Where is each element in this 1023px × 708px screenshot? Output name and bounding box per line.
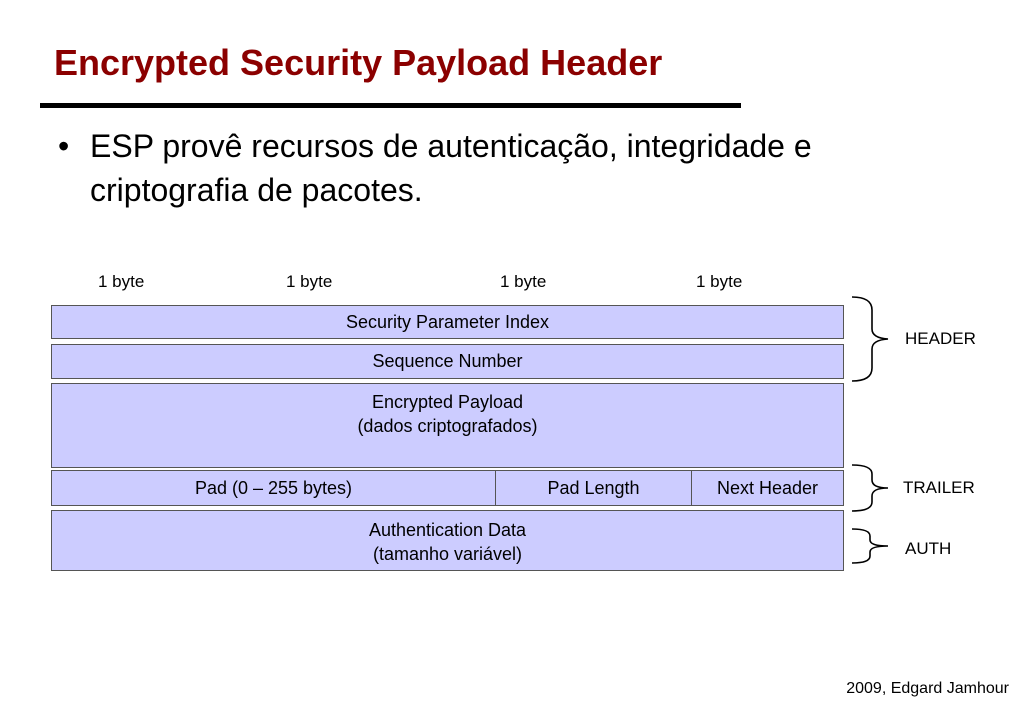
header-brace (850, 296, 890, 382)
auth-sublabel: (tamanho variável) (372, 544, 523, 564)
next-header-field (691, 471, 843, 505)
sequence-number-field (51, 344, 844, 379)
byte-label-4: 1 byte (696, 272, 743, 291)
trailer-row (51, 470, 844, 506)
bullet-dot: • (58, 128, 70, 164)
next-header-label: Next Header (716, 477, 819, 498)
footer-credit: 2009, Edgard Jamhour (846, 680, 1009, 697)
byte-label-2: 1 byte (286, 272, 333, 291)
authentication-data-field (51, 510, 844, 571)
byte-label-1: 1 byte (98, 272, 145, 291)
bullet-text: ESP provê recursos de autenticação, integridade e criptografia de pacotes. (90, 128, 812, 208)
auth-group-label: AUTH (905, 539, 952, 558)
trailer-brace (850, 464, 890, 512)
payload-sublabel: (dados criptografados) (357, 416, 538, 436)
page-title: Encrypted Security Payload Header (54, 42, 663, 83)
title-underline (40, 103, 741, 108)
spi-label: Security Parameter Index (345, 312, 550, 332)
header-group-label: HEADER (905, 329, 976, 348)
auth-brace (850, 528, 890, 564)
pad-field (52, 471, 495, 505)
auth-label: Authentication Data (368, 520, 527, 540)
pad-length-label: Pad Length (547, 477, 640, 498)
sequence-number-label: Sequence Number (372, 351, 523, 371)
encrypted-payload-field (51, 383, 844, 468)
byte-label-3: 1 byte (500, 272, 547, 291)
pad-label: Pad (0 – 255 bytes) (194, 477, 353, 498)
payload-label: Encrypted Payload (371, 392, 524, 412)
trailer-group-label: TRAILER (903, 478, 975, 497)
pad-length-field (495, 471, 691, 505)
spi-field (51, 305, 844, 339)
